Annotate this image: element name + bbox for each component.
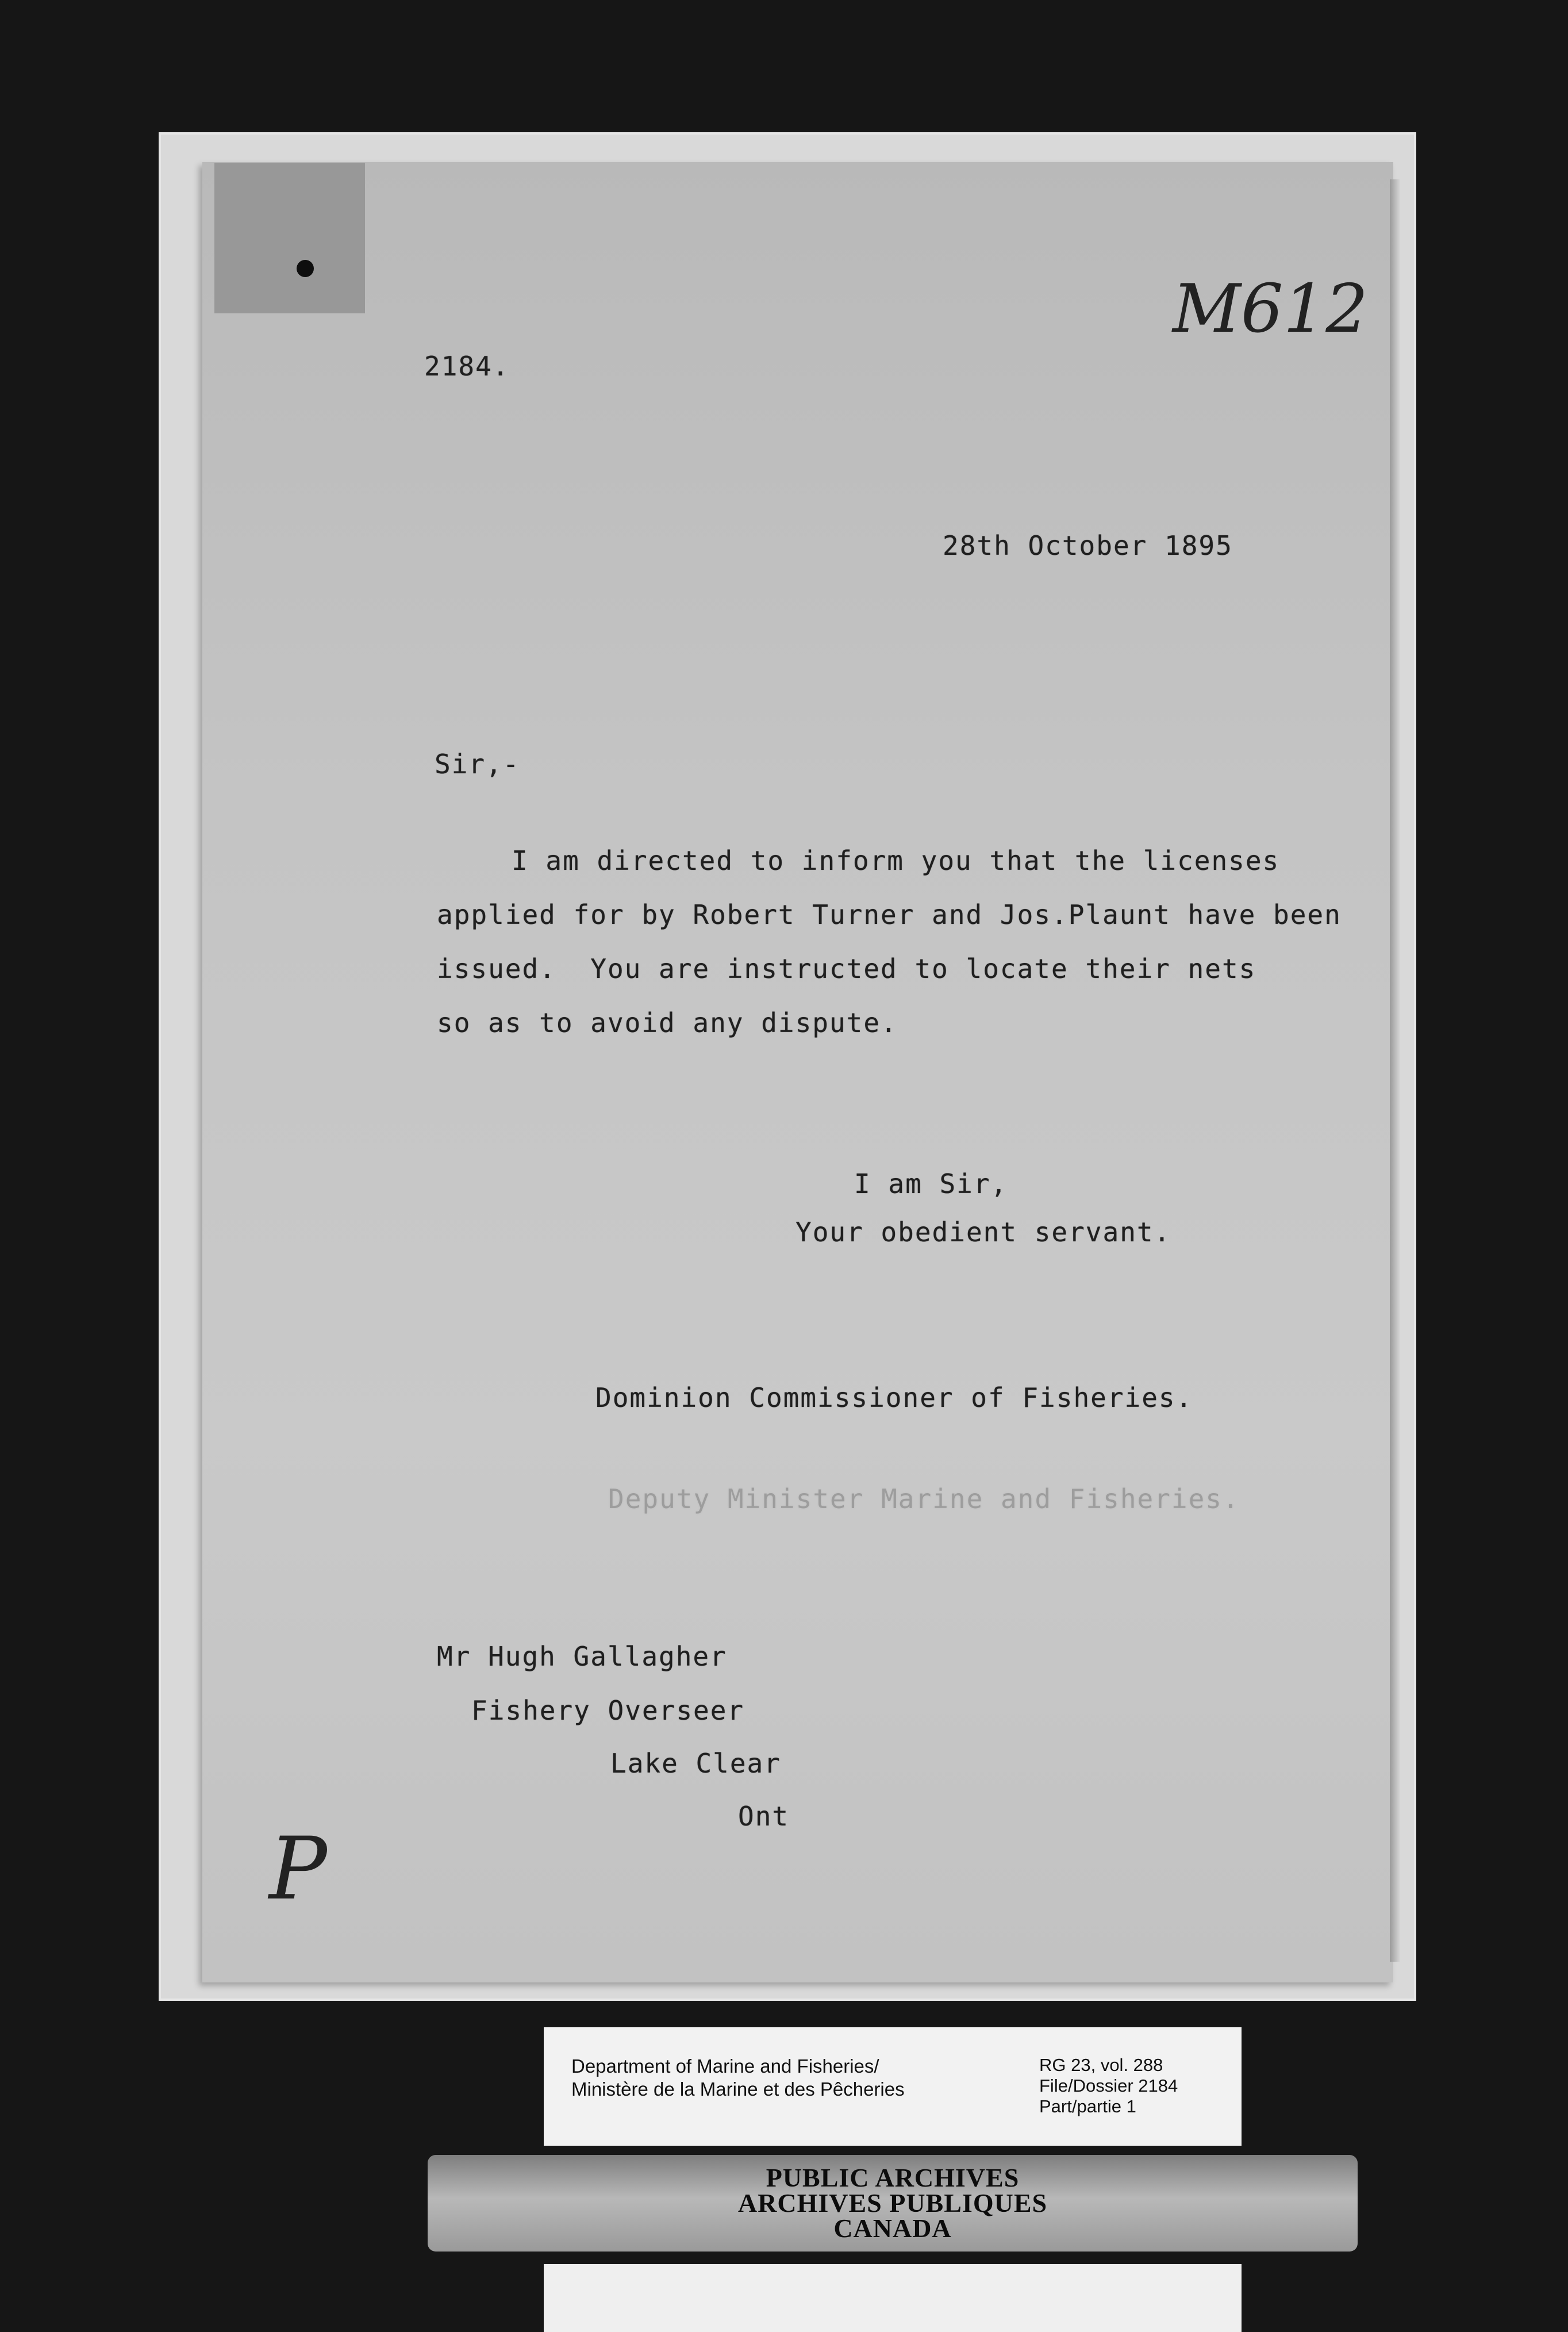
body-line-3: issued. You are instructed to locate their nets: [437, 953, 1256, 984]
caption-reference-line-2: File/Dossier 2184: [1039, 2076, 1178, 2096]
body-line-2: applied for by Robert Turner and Jos.Plaunt have been: [437, 899, 1342, 930]
banner-line-1: PUBLIC ARCHIVES: [766, 2163, 1020, 2192]
corner-handwritten-mark: M612: [1173, 270, 1369, 348]
archives-banner: [428, 2155, 1358, 2252]
corner-stamp: [214, 163, 365, 313]
body-line-1: I am directed to inform you that the licenses: [512, 845, 1280, 876]
banner-text: [428, 2165, 1358, 2241]
addressee-name: Mr Hugh Gallagher: [437, 1641, 727, 1672]
letter-date: 28th October 1895: [943, 530, 1233, 561]
signature-title: Dominion Commissioner of Fisheries.: [595, 1382, 1193, 1413]
salutation: Sir,-: [435, 749, 520, 780]
caption-department: [571, 2055, 905, 2101]
closing-line-1: I am Sir,: [854, 1168, 1008, 1199]
caption-department-line-2: Ministère de la Marine et des Pêcheries: [571, 2078, 905, 2100]
archive-caption-label: [544, 2027, 1242, 2146]
body-line-4: so as to avoid any dispute.: [437, 1007, 898, 1038]
bottom-strip: [544, 2264, 1242, 2332]
banner-line-3: CANADA: [833, 2214, 952, 2243]
punch-hole: [297, 260, 314, 277]
addressee-title: Fishery Overseer: [471, 1695, 745, 1726]
caption-reference-line-1: RG 23, vol. 288: [1039, 2055, 1163, 2075]
caption-department-line-1: Department of Marine and Fisheries/: [571, 2055, 879, 2077]
file-number: 2184.: [424, 351, 510, 382]
letter-sheet: [202, 162, 1393, 1982]
handwritten-initial: P: [269, 1819, 327, 1919]
closing-line-2: Your obedient servant.: [795, 1217, 1171, 1248]
addressee-place: Lake Clear: [610, 1748, 781, 1779]
addressee-province: Ont: [738, 1801, 790, 1832]
banner-line-2: ARCHIVES PUBLIQUES: [737, 2188, 1048, 2218]
struck-title: Deputy Minister Marine and Fisheries.: [608, 1483, 1240, 1514]
caption-reference: [1039, 2055, 1178, 2117]
caption-reference-line-3: Part/partie 1: [1039, 2096, 1136, 2116]
